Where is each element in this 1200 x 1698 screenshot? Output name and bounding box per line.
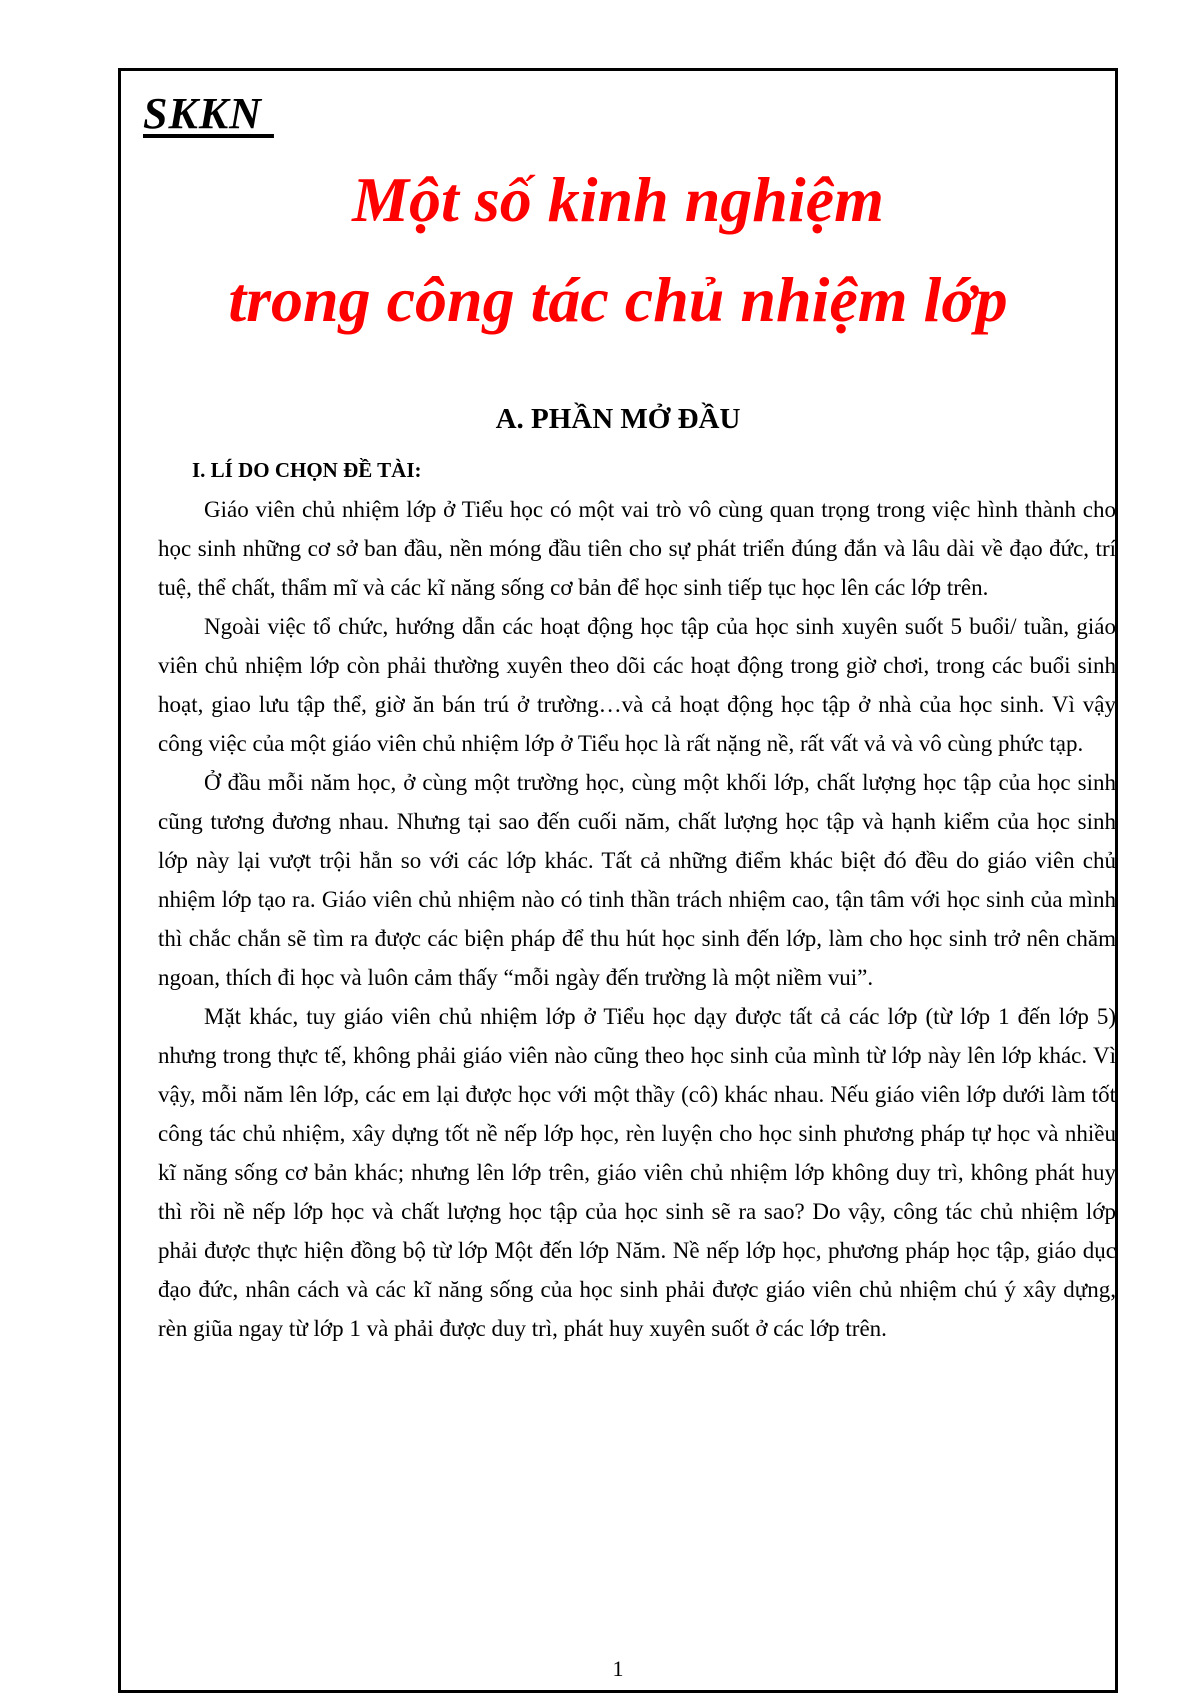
paragraph-2: Ngoài việc tổ chức, hướng dẫn các hoạt động học tập của học sinh xuyên suốt 5 buổi/ tuần, giáo viên chủ nhiệm lớp còn phải thường xuyên theo dõi các hoạt động trong giờ chơi, trong các buổi sinh hoạt, giao lưu tập thể, giờ ăn bán trú ở trường…và cả hoạt động học tập ở nhà của học sinh. Vì vậy công việc của một giáo viên chủ nhiệm lớp ở Tiểu học là rất nặng nề, rất vất vả và vô cùng phức tạp. (158, 614, 1116, 756)
paragraph-1: Giáo viên chủ nhiệm lớp ở Tiểu học có một vai trò vô cùng quan trọng trong việc hình thành cho học sinh những cơ sở ban đầu, nền móng đầu tiên cho sự phát triển đúng đắn và lâu dài về đạo đức, trí tuệ, thể chất, thẩm mĩ và các kĩ năng sống cơ bản để học sinh tiếp tục học lên các lớp trên. (158, 497, 1116, 600)
document-title-line-1: Một số kinh nghiệm (352, 164, 884, 235)
paragraph-4: Mặt khác, tuy giáo viên chủ nhiệm lớp ở Tiểu học dạy được tất cả các lớp (từ lớp 1 đến lớp 5) nhưng trong thực tế, không phải giáo viên nào cũng theo học sinh của mình từ lớp này lên lớp khác. Vì vậy, mỗi năm lên lớp, các em lại được học với một thầy (cô) khác nhau. Nếu giáo viên lớp dưới làm tốt công tác chủ nhiệm, xây dựng tốt nề nếp lớp học, rèn luyện cho học sinh phương pháp tự học và nhiều kĩ năng sống cơ bản khác; nhưng lên lớp trên, giáo viên chủ nhiệm lớp không duy trì, không phát huy thì rồi nề nếp lớp học và chất lượng học tập của học sinh sẽ ra sao? Do vậy, công tác chủ nhiệm lớp phải được thực hiện đồng bộ từ lớp Một đến lớp Năm. Nề nếp lớp học, phương pháp học tập, giáo dục đạo đức, nhân cách và các kĩ năng sống của học sinh phải được giáo viên chủ nhiệm chú ý xây dựng, rèn giũa ngay từ lớp 1 và phải được duy trì, phát huy xuyên suốt ở các lớp trên. (158, 1004, 1116, 1341)
document-tag: SKKN (143, 89, 274, 138)
paragraph-3: Ở đầu mỗi năm học, ở cùng một trường học, cùng một khối lớp, chất lượng học tập của học sinh cũng tương đương nhau. Nhưng tại sao đến cuối năm, chất lượng học tập và hạnh kiểm của học sinh lớp này lại vượt trội hẳn so với các lớp khác. Tất cả những điểm khác biệt đó đều do giáo viên chủ nhiệm lớp tạo ra. Giáo viên chủ nhiệm nào có tinh thần trách nhiệm cao, tận tâm với học sinh của mình thì chắc chắn sẽ tìm ra được các biện pháp để thu hút học sinh đến lớp, làm cho học sinh trở nên chăm ngoan, thích đi học và luôn cảm thấy “mỗi ngày đến trường là một niềm vui”. (158, 770, 1116, 990)
section-heading: A. PHẦN MỞ ĐẦU (495, 403, 741, 435)
subsection-heading: I. LÍ DO CHỌN ĐỀ TÀI: (192, 458, 422, 482)
page-number: 1 (612, 1656, 624, 1681)
body-text (158, 490, 1116, 1348)
document-title-line-2: trong công tác chủ nhiệm lớp (228, 264, 1008, 335)
